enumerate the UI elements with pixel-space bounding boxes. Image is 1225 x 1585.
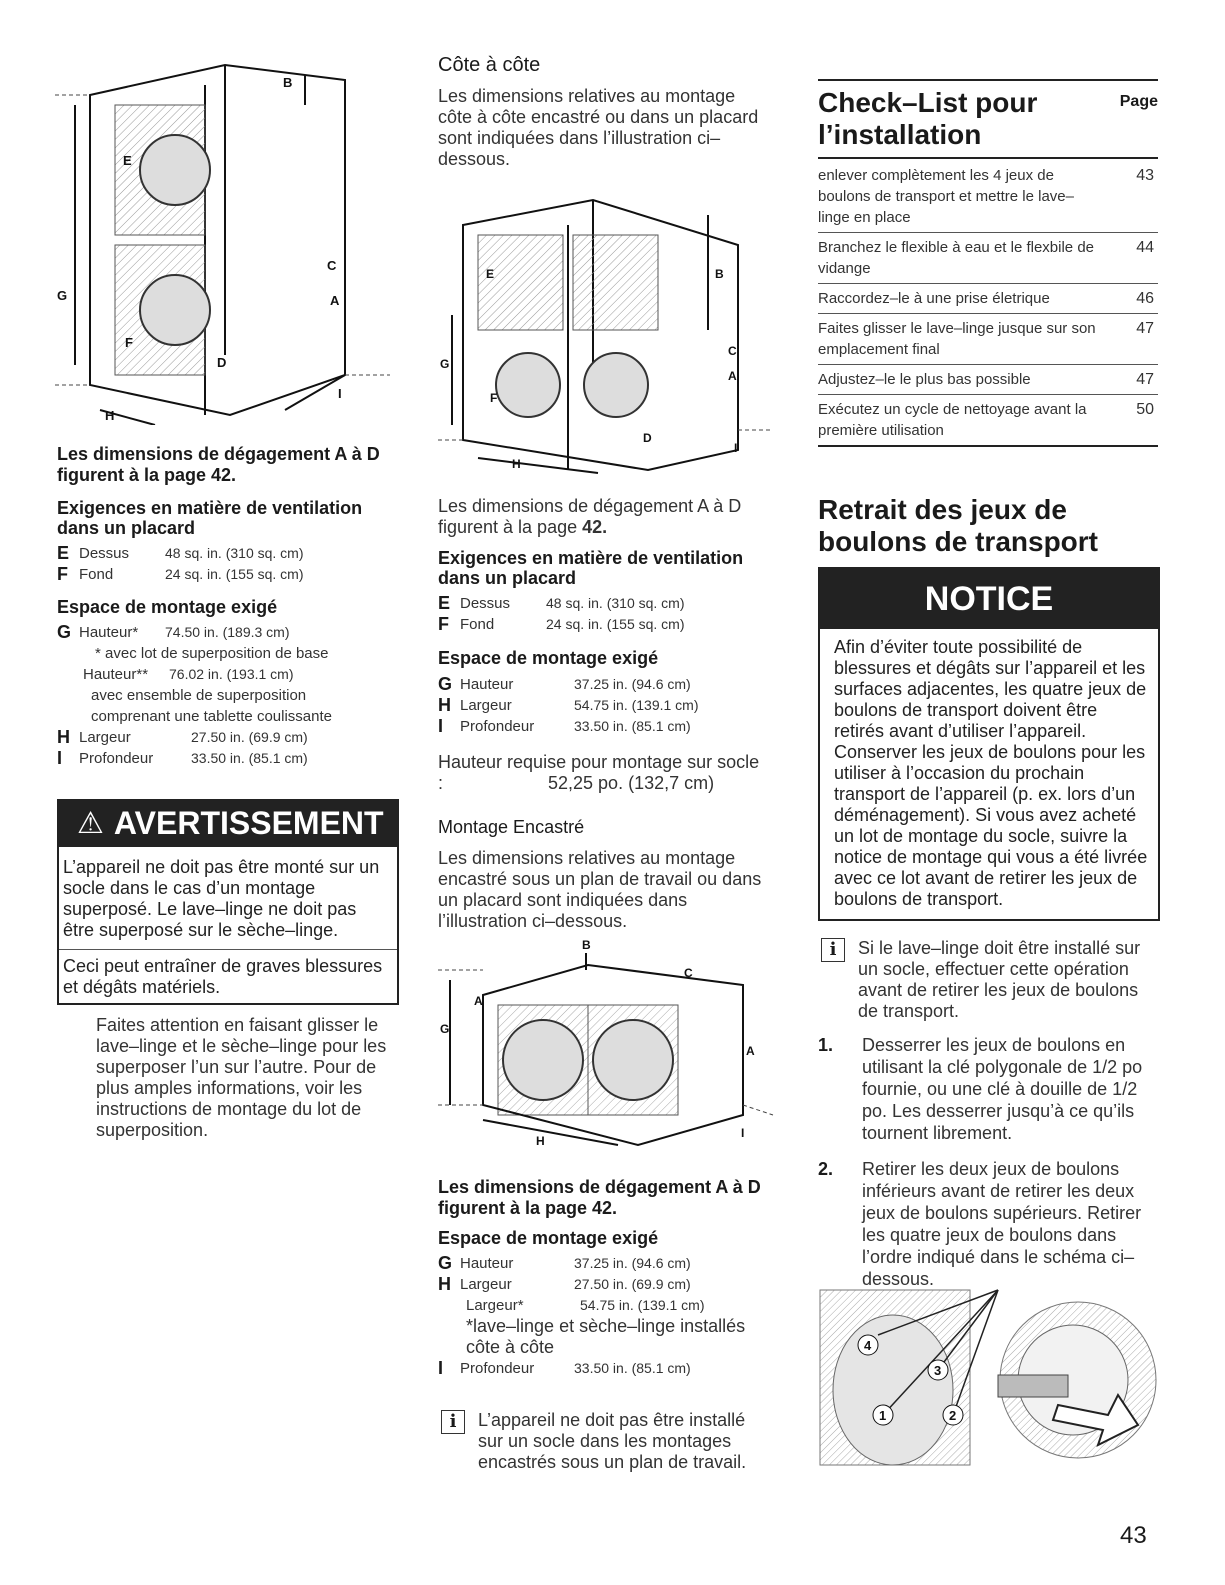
checklist-row: Faites glisser le lave–linge jusque sur son emplacement final 47	[818, 313, 1158, 364]
space-row-i: I Profondeur 33.50 in. (85.1 cm)	[57, 748, 308, 768]
side-by-side-figure	[438, 190, 778, 480]
space-row-g2: Hauteur** 76.02 in. (193.1 cm)	[83, 666, 294, 683]
notice-title: NOTICE	[820, 569, 1158, 629]
fig3-label-a-right: A	[746, 1044, 755, 1058]
fig1-label-b: B	[283, 75, 293, 90]
space-heading-2: Espace de montage exigé	[438, 648, 659, 668]
side-by-side-heading: Côte à côte	[438, 54, 541, 76]
fig3-label-b: B	[582, 938, 591, 952]
vent2-row-f: F Fond 24 sq. in. (155 sq. cm)	[438, 614, 685, 634]
space-note-2: avec ensemble de superposition comprenant une tablette coulissante	[91, 687, 332, 725]
fig1-label-d: D	[217, 355, 227, 370]
fig3-label-g: G	[440, 1022, 450, 1036]
vent-row-e: E Dessus 48 sq. in. (310 sq. cm)	[57, 543, 304, 563]
space-note-1: * avec lot de superposition de base	[95, 645, 329, 662]
info-note-3	[818, 938, 1158, 1022]
bolt-label-2: 2	[949, 1408, 957, 1423]
fig3-label-a-left: A	[474, 994, 483, 1008]
vent-row-f: F Fond 24 sq. in. (155 sq. cm)	[57, 564, 304, 584]
retrait-title: Retrait des jeux de boulons de transport	[818, 494, 1098, 557]
space3-row-h2: Largeur* 54.75 in. (139.1 cm)	[466, 1297, 705, 1314]
space-row-g: G Hauteur* 74.50 in. (189.3 cm)	[57, 622, 290, 642]
info-note-2	[438, 1410, 778, 1473]
bolt-label-3: 3	[934, 1363, 942, 1378]
space2-row-g: G Hauteur 37.25 in. (94.6 cm)	[438, 674, 691, 694]
checklist-block	[818, 79, 1158, 447]
ventilation-heading-2: Exigences en matière de ventilation dans un placard	[438, 548, 744, 588]
step-item: 2. Retirer les deux jeux de boulons inférieurs avant de retirer les deux jeux de boulons supérieurs. Retirer les quatre jeux de boulons dans l’ordre indiqué dans le schéma ci–dessous.	[818, 1159, 1142, 1289]
notice-text: Afin d’éviter toute possibilité de blessures et dégâts sur l’appareil et les surfaces adjacentes, les quatre jeux de boulons de transport doivent être retirés avant d’utiliser l’appareil. Conserver les jeux de boulons pour les utiliser à l’occasion du prochain transport de l’appareil (p. ex. lors d’un déménagement). Si vous avez acheté un lot de montage du socle, suivre la notice de montage qui vous a été livrée avec ce lot avant de retirer les jeux de boulons de transport.	[834, 637, 1148, 909]
info-note-3-text: Si le lave–linge doit être installé sur un socle, effectuer cette opération avant de retirer les jeux de boulons de transport.	[858, 938, 1141, 1021]
bolt-label-1: 1	[879, 1408, 887, 1423]
encastre-heading: Montage Encastré	[438, 817, 585, 837]
warning-text-1: L’appareil ne doit pas être monté sur un socle dans le cas d’un montage superposé. Le lave–linge ne doit pas être superposé sur le sèche–linge.	[63, 857, 380, 940]
steps-list	[818, 1034, 1158, 1290]
fig2-label-a: A	[728, 369, 737, 383]
fig2-label-c: C	[728, 344, 737, 358]
undercounter-figure	[438, 935, 778, 1160]
side-by-side-intro: Les dimensions relatives au montage côte à côte encastré ou dans un placard sont indiquées dans l’illustration ci–dessous.	[438, 86, 759, 169]
bolt-label-4: 4	[864, 1338, 872, 1353]
clearance-caption-3: Les dimensions de dégagement A à D figurent à la page 42.	[438, 1177, 761, 1218]
checklist-title: Check–List pour l’installation	[818, 87, 1038, 150]
socle-height-text: Hauteur requise pour montage sur socle : 52,25 po. (132,7 cm)	[438, 752, 768, 794]
space3-row-g: G Hauteur 37.25 in. (94.6 cm)	[438, 1253, 691, 1273]
fig3-label-h: H	[536, 1134, 545, 1148]
info-note-2-text: L’appareil ne doit pas être installé sur un socle dans les montages encastrés sous un plan de travail.	[478, 1410, 747, 1472]
space3-row-h: H Largeur 27.50 in. (69.9 cm)	[438, 1274, 691, 1294]
checklist-rows	[818, 161, 1158, 447]
space-table-3	[438, 1253, 768, 1379]
checklist-row: Adjustez–le le plus bas possible 47	[818, 364, 1158, 394]
fig1-label-c: C	[327, 258, 337, 273]
fig1-label-g: G	[57, 288, 68, 303]
fig2-label-g: G	[440, 357, 450, 371]
ventilation-table-1	[57, 543, 392, 585]
warning-triangle-icon: ⚠	[77, 806, 104, 840]
fig1-label-f: F	[125, 335, 133, 350]
fig1-label-e: E	[123, 153, 132, 168]
warning-text-2: Ceci peut entraîner de graves blessures et dégâts matériels.	[63, 956, 383, 997]
stacked-installation-figure	[55, 55, 395, 425]
fig1-label-i: I	[338, 386, 342, 401]
info-icon: i	[441, 1410, 465, 1434]
fig3-label-i: I	[741, 1126, 745, 1140]
fig2-label-e: E	[486, 267, 495, 281]
fig2-label-h: H	[512, 457, 521, 471]
checklist-row: Exécutez un cycle de nettoyage avant la première utilisation 50	[818, 394, 1158, 447]
checklist-row: Branchez le flexible à eau et le flexbile de vidange 44	[818, 232, 1158, 283]
bolt-removal-figure	[818, 1285, 1158, 1470]
warning-title-bar	[59, 799, 397, 847]
vent2-row-e: E Dessus 48 sq. in. (310 sq. cm)	[438, 593, 685, 613]
step-item: 1. Desserrer les jeux de boulons en utilisant la clé polygonale de 1/2 po fournie, ou une clé à douille de 1/2 po. Les desserrer jusqu’à ce qu’ils tournent librement.	[818, 1035, 1143, 1143]
space-table-2	[438, 674, 768, 737]
space3-row-i: I Profondeur 33.50 in. (85.1 cm)	[438, 1358, 691, 1378]
checklist-row: enlever complètement les 4 jeux de boulons de transport et mettre le lave–linge en place 43	[818, 167, 1154, 226]
checklist-page-label: Page	[1119, 93, 1158, 110]
warning-title: AVERTISSEMENT	[113, 804, 384, 841]
notice-box	[818, 567, 1160, 921]
fig2-label-d: D	[643, 431, 652, 445]
space3-note: *lave–linge et sèche–linge installés côte à côte	[466, 1316, 746, 1357]
page-number: 43	[1120, 1522, 1147, 1549]
space-row-h: H Largeur 27.50 in. (69.9 cm)	[57, 727, 308, 747]
ventilation-heading-1: Exigences en matière de ventilation dans un placard	[57, 498, 363, 538]
encastre-intro: Les dimensions relatives au montage encastré sous un plan de travail ou dans un placard sont indiquées dans l’illustration ci–dessous.	[438, 848, 762, 931]
space-heading-1: Espace de montage exigé	[57, 597, 278, 617]
fig2-label-i: I	[734, 441, 738, 455]
ventilation-table-2	[438, 593, 768, 635]
clearance-caption-1: Les dimensions de dégagement A à D figurent à la page 42.	[57, 444, 380, 485]
info-icon: i	[821, 938, 845, 962]
fig1-label-a: A	[330, 293, 340, 308]
space-table-1	[57, 622, 392, 769]
warning-box	[57, 799, 399, 1005]
checklist-row: Raccordez–le à une prise életrique 46	[818, 283, 1158, 313]
fig3-label-c: C	[684, 966, 693, 980]
fig2-label-f: F	[490, 391, 498, 405]
clearance-caption-2: Les dimensions de dégagement A à D figurent à la page 42.	[438, 496, 742, 537]
fig1-label-h: H	[105, 408, 115, 423]
socle-height-value: 52,25 po. (132,7 cm)	[548, 773, 715, 793]
stacking-instructions: Faites attention en faisant glisser le lave–linge et le sèche–linge pour les superposer l’un sur l’autre. Pour de plus amples informations, voir les instructions de montage du lot de superposition.	[96, 1015, 387, 1140]
space2-row-i: I Profondeur 33.50 in. (85.1 cm)	[438, 716, 691, 736]
space-heading-3: Espace de montage exigé	[438, 1228, 659, 1248]
fig2-label-b: B	[715, 267, 724, 281]
space2-row-h: H Largeur 54.75 in. (139.1 cm)	[438, 695, 699, 715]
